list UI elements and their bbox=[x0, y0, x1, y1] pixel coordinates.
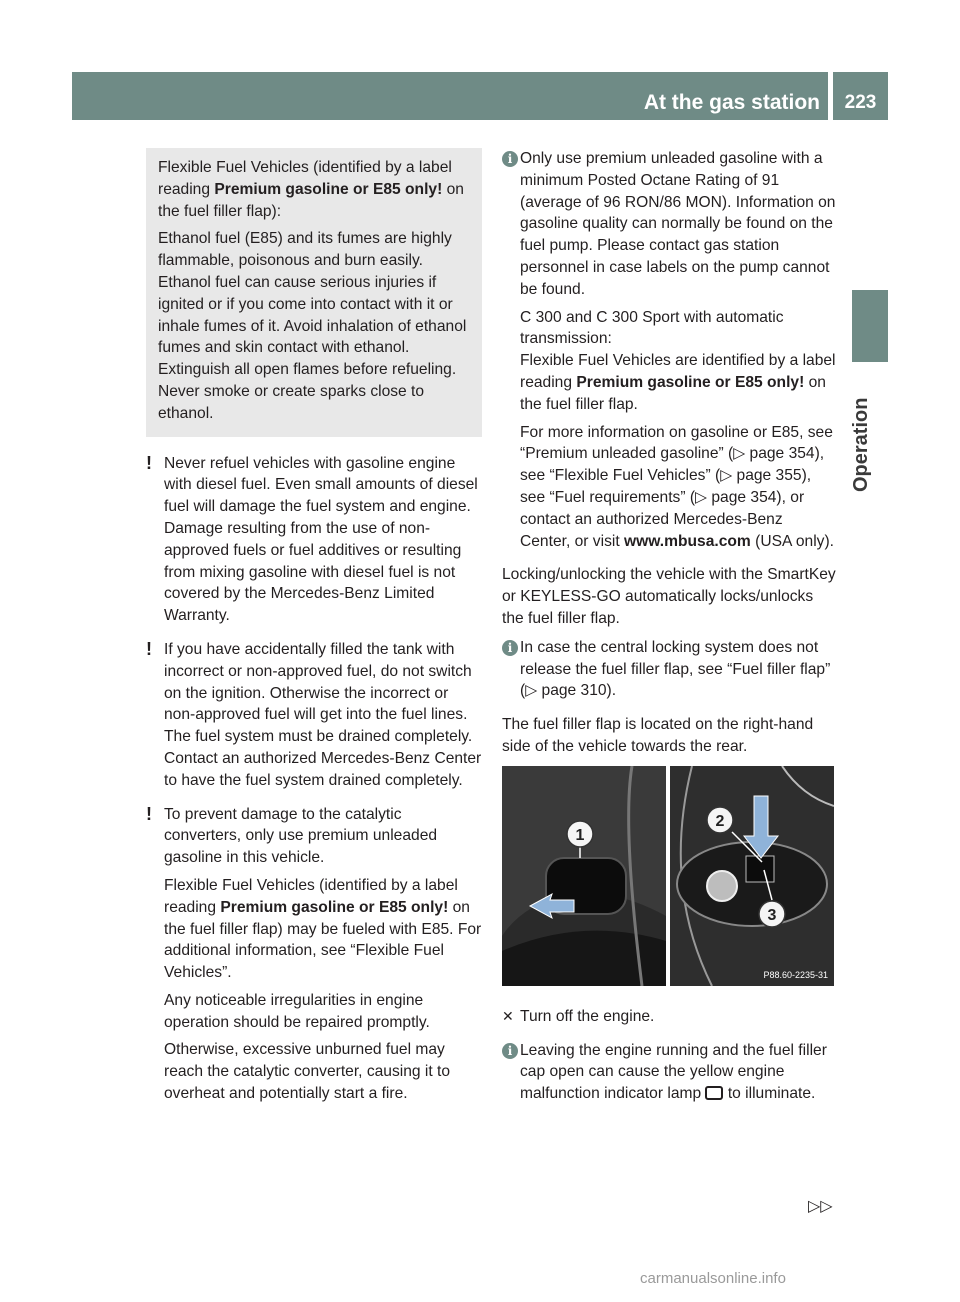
warning-box bbox=[146, 148, 482, 437]
info-central-locking bbox=[502, 637, 836, 702]
page-title: At the gas station bbox=[643, 91, 820, 114]
fuel-flap-illustration bbox=[502, 766, 834, 986]
info-engine-lamp bbox=[502, 1040, 836, 1105]
note-diesel bbox=[146, 453, 482, 627]
info-icon: i bbox=[502, 151, 518, 167]
info-text: Leaving the engine running and the fuel filler cap open can cause the yellow engine malfunction indicator lamp to illuminate. bbox=[520, 1041, 827, 1103]
section-tab bbox=[852, 290, 888, 362]
figure-code: P88.60-2235-31 bbox=[763, 969, 828, 980]
note-text: Flexible Fuel Vehicles (identified by a label reading Premium gasoline or E85 only! on the fuel filler flap) may be fueled with E85. For additional information, see “Flexible Fuel Vehicles”. bbox=[164, 876, 482, 982]
paragraph-location: The fuel filler flap is located on the right-hand side of the vehicle towards the rear. bbox=[502, 716, 814, 755]
info-icon: i bbox=[502, 1043, 518, 1059]
engine-lamp-icon bbox=[705, 1086, 723, 1100]
info-text: C 300 and C 300 Sport with automatic transmission: Flexible Fuel Vehicles are identified by a label reading Premium gasoline or E85 only! on the fuel filler flap. bbox=[520, 308, 836, 413]
info-icon: i bbox=[502, 640, 518, 656]
info-text: For more information on gasoline or E85, see “Premium unleaded gasoline” (▷ page 354), see “Flexible Fuel Vehicles” (▷ page 355), see “Fuel requirements” (▷ page 354), or contact an authorized Mercedes-Benz Center, or visit www.mbusa.com (USA only). bbox=[520, 423, 835, 550]
callout-1-label: 1 bbox=[575, 826, 585, 844]
left-column bbox=[146, 148, 482, 1117]
section-label: Operation bbox=[850, 397, 872, 492]
info-gasoline bbox=[502, 148, 836, 552]
right-column bbox=[502, 148, 836, 1117]
warning-paragraph-2: Ethanol fuel (E85) and its fumes are highly flammable, poisonous and burn easily. Ethanol fuel can cause serious injuries if ignited or if you come into contact with it or inhale fumes of it. Avoid inhalation of ethanol fumes and skin contact with ethanol. Extinguish all open flames before refueling. Never smoke or create sparks close to ethanol. bbox=[158, 230, 467, 422]
website-link[interactable]: www.mbusa.com bbox=[624, 532, 751, 550]
paragraph-locking: Locking/unlocking the vehicle with the SmartKey or KEYLESS-GO automatically locks/unlocks the fuel filler flap. bbox=[502, 566, 836, 627]
note-text: Never refuel vehicles with gasoline engine with diesel fuel. Even small amounts of diesel fuel will damage the fuel system and engine. Damage resulting from the use of non-approved fuels or fuel additives or resulting from mixing gasoline with diesel fuel is not covered by the Mercedes-Benz Limited Warranty. bbox=[164, 454, 478, 625]
callout-2-label: 2 bbox=[715, 812, 725, 830]
watermark: carmanualsonline.info bbox=[640, 1270, 786, 1287]
filler-recess bbox=[677, 842, 827, 926]
step-turn-off-engine bbox=[502, 1006, 836, 1028]
exclamation-icon: ! bbox=[146, 803, 152, 824]
note-text: Any noticeable irregularities in engine operation should be repaired promptly. bbox=[164, 991, 430, 1031]
warning-paragraph-1: Flexible Fuel Vehicles (identified by a label reading Premium gasoline or E85 only! on the fuel filler flap): bbox=[158, 159, 464, 220]
callout-3-label: 3 bbox=[767, 906, 777, 924]
info-text: In case the central locking system does not release the fuel filler flap, see “Fuel filler flap” (▷ page 310). bbox=[520, 638, 831, 700]
fuel-flap-figure bbox=[502, 766, 834, 986]
note-text: To prevent damage to the catalytic converters, only use premium unleaded gasoline in this vehicle. bbox=[164, 805, 438, 867]
page-number: 223 bbox=[833, 72, 888, 120]
fuel-filler-cap bbox=[707, 871, 737, 901]
note-text: If you have accidentally filled the tank with incorrect or non-approved fuel, do not switch on the ignition. Otherwise the incorrect or non-approved fuel will get into the fuel lines. The fuel system must be drained completely. Contact an authorized Mercedes-Benz Center to have the fuel system drained completely. bbox=[164, 640, 482, 789]
continue-arrow-icon: ▷▷ bbox=[808, 1198, 833, 1215]
panel-divider bbox=[666, 766, 670, 986]
note-text: Otherwise, excessive unburned fuel may reach the catalytic converter, causing it to overheat and potentially start a fire. bbox=[164, 1041, 451, 1103]
note-wrong-fuel bbox=[146, 639, 482, 792]
note-catalytic bbox=[146, 804, 482, 1105]
step-arrow-icon: ✕ bbox=[502, 1007, 514, 1024]
exclamation-icon: ! bbox=[146, 638, 152, 659]
info-text: Only use premium unleaded gasoline with a minimum Posted Octane Rating of 91 (average of 96 RON/86 MON). Information on gasoline quality can normally be found on the fuel pump. Please contact gas station personnel in case labels on the pump cannot be found. bbox=[520, 150, 836, 298]
exclamation-icon: ! bbox=[146, 452, 152, 473]
step-text: Turn off the engine. bbox=[520, 1007, 655, 1025]
